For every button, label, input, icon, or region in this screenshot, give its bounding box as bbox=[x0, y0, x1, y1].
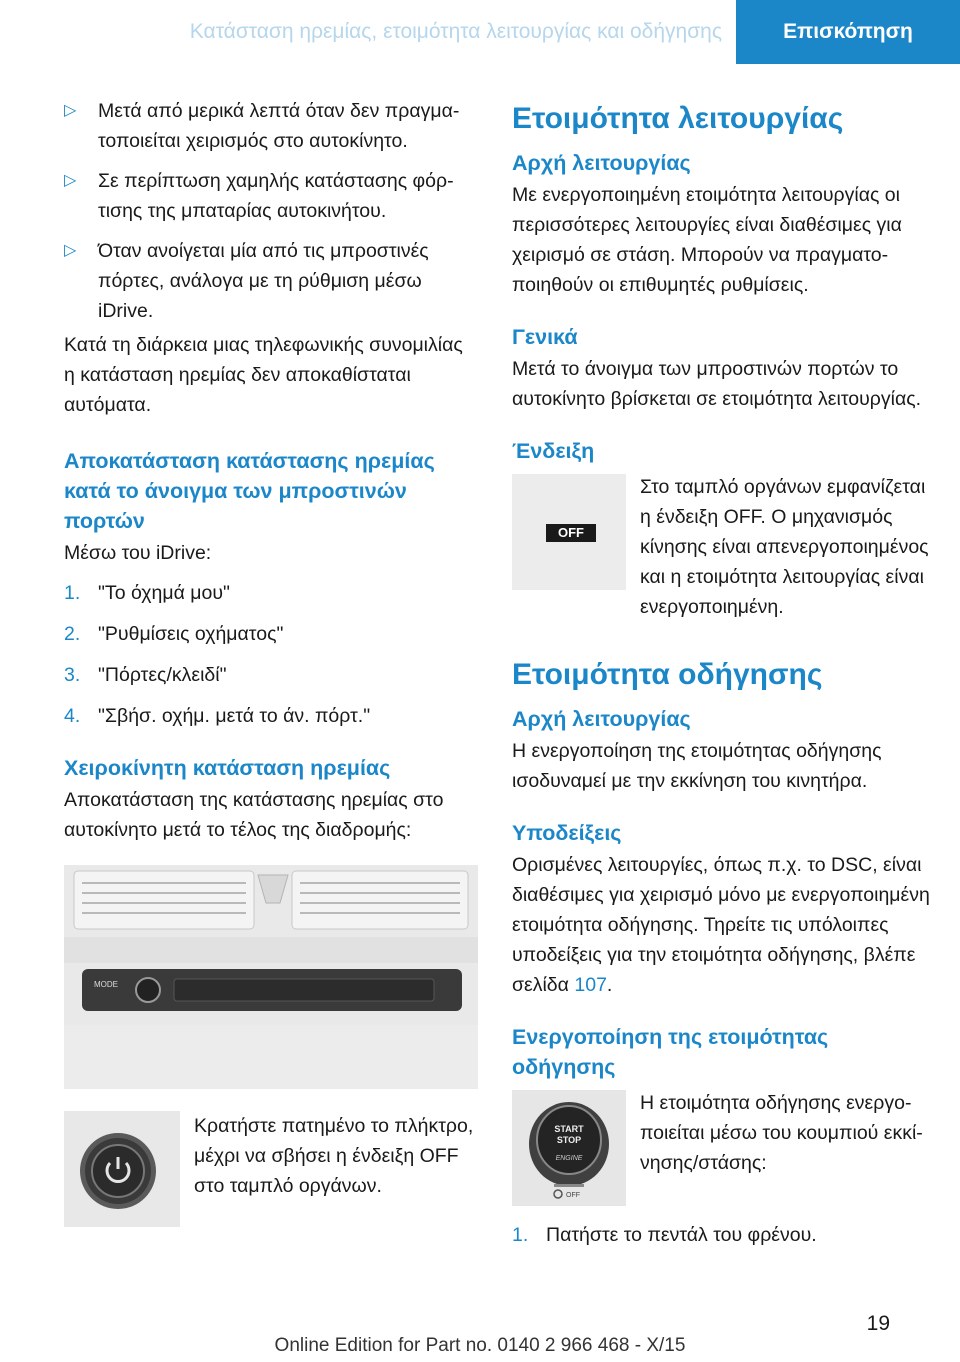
off-label: OFF bbox=[566, 1192, 580, 1199]
paragraph: Η ετοιμότητα οδήγησης ενεργοποιείται μέσω του κουμπιού εκκίνησης/στάσης: bbox=[640, 1092, 923, 1174]
subsection-heading: Αρχή λειτουργίας bbox=[512, 151, 691, 175]
page-link[interactable]: 107 bbox=[574, 974, 607, 996]
triangle-bullet-icon: ▷ bbox=[64, 242, 77, 259]
paragraph: Η ενεργοποίηση της ετοιμότητας οδήγησης ισοδυναμεί με την εκκίνηση του κινητήρα. bbox=[512, 740, 882, 792]
list-item: 3. "Πόρτες/κλειδί" bbox=[64, 664, 227, 686]
right-column bbox=[512, 96, 932, 1261]
paragraph: Μετά το άνοιγμα των μπροστινών πορτών το αυτοκίνητο βρίσκεται σε ετοιμότητα λειτουργίας. bbox=[512, 358, 922, 410]
list-item: 1. "Το όχημά μου" bbox=[64, 582, 230, 604]
chapter-title: Κατάσταση ηρεμίας, ετοιμότητα λειτουργίας και οδήγησης bbox=[189, 20, 722, 43]
off-indicator-label: OFF bbox=[546, 524, 596, 542]
subsection-heading: Υποδείξεις bbox=[512, 821, 622, 845]
section-heading: Χειροκίνητη κατάσταση ηρεμίας bbox=[64, 756, 391, 780]
subsection-heading: Ένδειξη bbox=[512, 439, 595, 463]
paragraph: Μέσω του iDrive: bbox=[64, 542, 212, 564]
triangle-bullet-icon: ▷ bbox=[64, 172, 77, 189]
section-title: Ετοιμότητα λειτουργίας bbox=[512, 102, 844, 135]
console-image bbox=[64, 865, 478, 1089]
start-stop-button-image bbox=[512, 1090, 626, 1206]
mode-label: MODE bbox=[94, 980, 118, 989]
list-item: 4. "Σβήσ. οχήμ. μετά το άν. πόρτ." bbox=[64, 705, 371, 727]
paragraph: Με ενεργοποιημένη ετοιμότητα λειτουργίας οι περισσότερες λειτουργίες είναι διαθέσιμες για χειρισμό σε στάση. Μπορούν να πραγματοποιηθούν οι επιθυμητές ρυθμίσεις. bbox=[512, 184, 902, 296]
power-button-image bbox=[64, 1111, 180, 1227]
paragraph: Αποκατάσταση της κατάστασης ηρεμίας στο αυτοκίνητο μετά το τέλος της διαδρομής: bbox=[64, 789, 444, 841]
edition-note: Online Edition for Part no. 0140 2 966 468 - X/15 bbox=[274, 1335, 686, 1356]
list-item: 1. Πατήστε το πεντάλ του φρένου. bbox=[512, 1224, 817, 1246]
start-label: START bbox=[554, 1124, 584, 1134]
section-tab[interactable]: Επισκόπηση bbox=[736, 0, 960, 64]
page-header bbox=[0, 0, 960, 64]
paragraph: Κατά τη διάρκεια μιας τηλεφωνικής συνομιλίας η κατάσταση ηρεμίας δεν αποκαθίσταται αυτόματα. bbox=[64, 334, 463, 416]
list-item: ▷ Μετά από μερικά λεπτά όταν δεν πραγματοποιείται χειρισμός στο αυτοκίνητο. bbox=[64, 96, 478, 156]
triangle-bullet-icon: ▷ bbox=[64, 102, 77, 119]
list-item: ▷ Όταν ανοίγεται μία από τις μπροστινές πόρτες, ανάλογα με τη ρύθμιση μέσω iDrive. bbox=[64, 236, 478, 326]
subsection-heading: Αρχή λειτουργίας bbox=[512, 707, 691, 731]
list-item: ▷ Σε περίπτωση χαμηλής κατάστασης φόρτισης της μπαταρίας αυτοκινήτου. bbox=[64, 166, 478, 226]
section-heading: Αποκατάσταση κατάστασης ηρεμίας κατά το άνοιγμα των μπροστινών πορτών bbox=[64, 449, 435, 533]
console-illustration bbox=[64, 865, 478, 1089]
list-item: 2. "Ρυθμίσεις οχήματος" bbox=[64, 623, 284, 645]
left-column bbox=[64, 96, 478, 1231]
subsection-heading: Ενεργοποίηση της ετοιμότητας οδήγησης bbox=[512, 1025, 829, 1079]
off-indicator-image bbox=[512, 474, 626, 590]
stop-label: STOP bbox=[556, 1135, 582, 1145]
paragraph: Ορισμένες λειτουργίες, όπως π.χ. το DSC, είναι διαθέσιμες για χειρισμό μόνο με ενεργοποιημένη ετοιμότητα οδήγησης. Τηρείτε τις υπόλοιπες υποδείξεις για την ετοιμότητα οδήγησης, βλέπε σελίδα 107. bbox=[512, 854, 930, 996]
subsection-heading: Γενικά bbox=[512, 325, 578, 349]
paragraph: Κρατήστε πατημένο το πλήκτρο, μέχρι να σβήσει η ένδειξη OFF στο ταμπλό οργάνων. bbox=[194, 1115, 474, 1197]
engine-label: ENGINE bbox=[555, 1155, 583, 1162]
section-title: Ετοιμότητα οδήγησης bbox=[512, 658, 823, 691]
paragraph: Στο ταμπλό οργάνων εμφανίζεται η ένδειξη OFF. Ο μηχανισμός κίνησης είναι απενεργοποιημένος και η ετοιμότητα λειτουργίας είναι ενεργοποιημένη. bbox=[640, 476, 929, 618]
page-number: 19 bbox=[866, 1312, 890, 1335]
